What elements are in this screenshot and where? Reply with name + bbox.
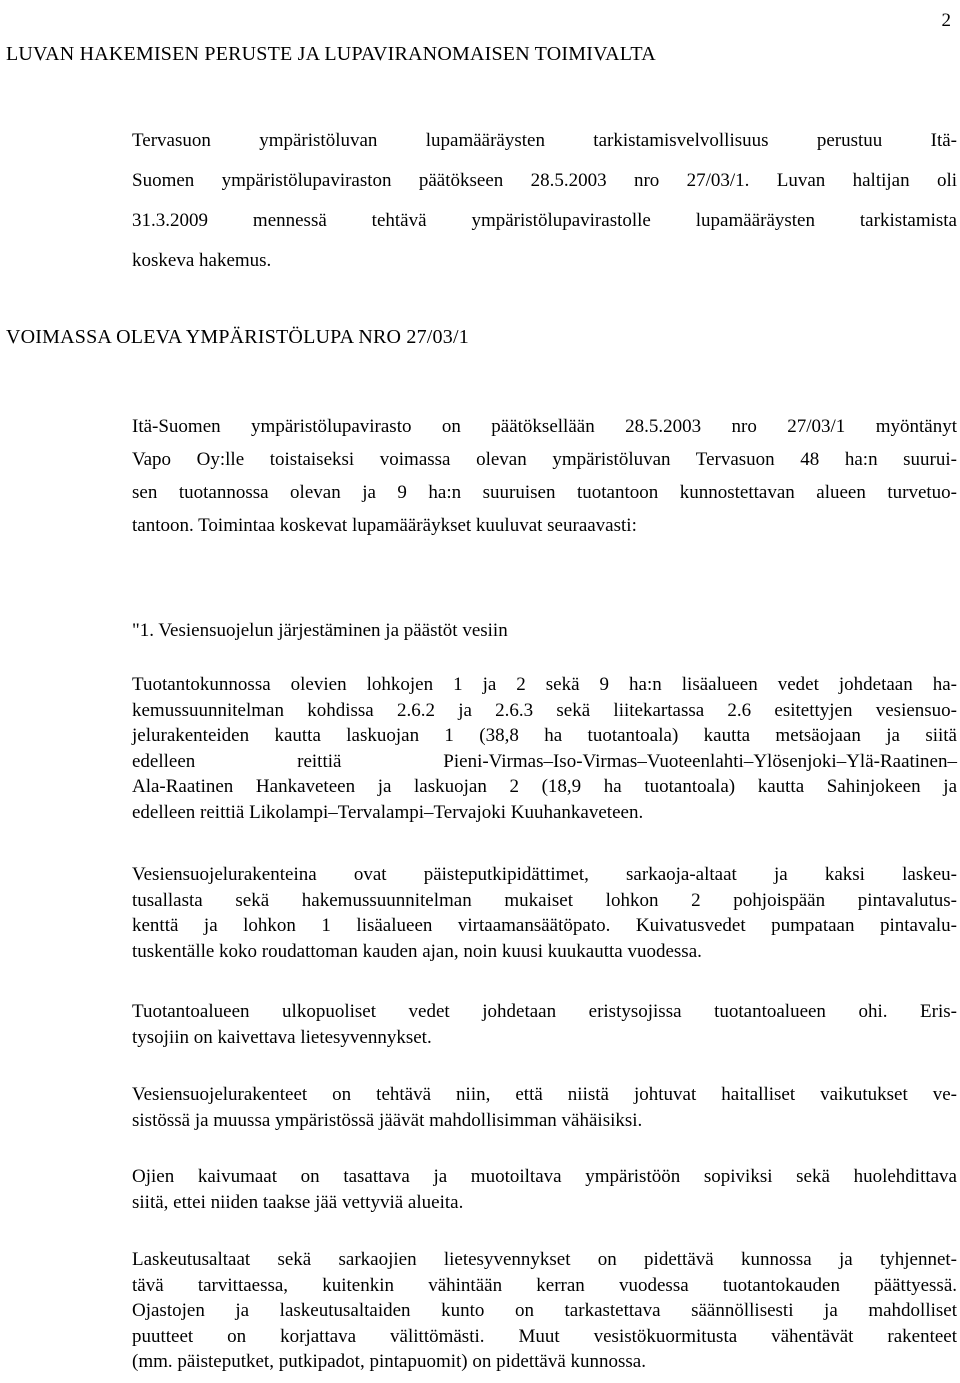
text-line: tusallasta sekä hakemussuunnitelman mukaiset lohkon 2 pohjoispään pintavalutus- (132, 889, 957, 911)
text-line: Vesiensuojelurakenteina ovat päisteputkipidättimet, sarkaoja-altaat ja kaksi laskeu- (132, 864, 957, 885)
paragraph-structure-requirements (132, 1082, 957, 1133)
text-line: Tervasuon ympäristöluvan lupamääräysten tarkistamisvelvollisuus perustuu Itä- (132, 130, 957, 151)
text-line: 31.3.2009 mennessä tehtävä ympäristölupavirastolle lupamääräysten tarkistamista (132, 210, 957, 231)
text-line: Vesiensuojelurakenteet on tehtävä niin, että niistä johtuvat haitalliset vaikutukset ve- (132, 1084, 957, 1105)
text-line: koskeva hakemus. (132, 250, 272, 271)
text-line: Itä-Suomen ympäristölupavirasto on päätöksellään 28.5.2003 nro 27/03/1 myöntänyt (132, 416, 957, 437)
text-line: siitä, ettei niiden taakse jää vettyviä alueita. (132, 1191, 464, 1213)
paragraph-permit-granted (132, 410, 957, 542)
section-heading-permit-basis: LUVAN HAKEMISEN PERUSTE JA LUPAVIRANOMAISEN TOIMIVALTA (6, 43, 656, 65)
text-line: Ojastojen ja laskeutusaltaiden kunto on tarkastettava säännöllisesti ja mahdolliset (132, 1300, 957, 1321)
text-line: Vapo Oy:lle toistaiseksi voimassa olevan ympäristöluvan Tervasuon 48 ha:n suurui- (132, 449, 957, 470)
text-line: edelleen reittiä Pieni-Virmas–Iso-Virmas–Vuoteenlahti–Ylösenjoki–Ylä-Raatinen– (132, 750, 957, 772)
text-line: Suomen ympäristölupaviraston päätökseen 28.5.2003 nro 27/03/1. Luvan haltijan oli (132, 170, 957, 191)
paragraph-excavated-soil (132, 1164, 957, 1215)
text-line: sen tuotannossa olevan ja 9 ha:n suuruisen tuotantoon kunnostettavan alueen turvetuo- (132, 482, 957, 503)
text-line: Ala-Raatinen Hankaveteen ja laskuojan 2 (18,9 ha tuotantoala) kautta Sahinjokeen ja (132, 776, 957, 797)
text-line: tävä tarvittaessa, kuitenkin vähintään kerran vuodessa tuotantokauden päättyessä. (132, 1274, 957, 1296)
text-line: puutteet on korjattava välittömästi. Muut vesistökuormitusta vähentävät rakenteet (132, 1325, 957, 1347)
text-line: kemussuunnitelman kohdissa 2.6.2 ja 2.6.3 sekä liitekartassa 2.6 esitettyjen vesiensuo- (132, 699, 957, 721)
paragraph-maintenance (132, 1247, 957, 1375)
page-number: 2 (941, 10, 951, 31)
paragraph-protection-structures (132, 862, 957, 964)
paragraph-drainage-routes (132, 672, 957, 825)
text-line: Tuotantokunnossa olevien lohkojen 1 ja 2 sekä 9 ha:n lisäalueen vedet johdetaan ha- (132, 674, 957, 695)
text-line: tantoon. Toimintaa koskevat lupamääräykset kuuluvat seuraavasti: (132, 515, 637, 536)
text-line: Ojien kaivumaat on tasattava ja muotoiltava ympäristöön sopiviksi sekä huolehdittava (132, 1166, 957, 1187)
text-line: Laskeutusaltaat sekä sarkaojien lietesyvennykset on pidettävä kunnossa ja tyhjennet- (132, 1249, 957, 1270)
paragraph-outside-waters (132, 999, 957, 1050)
text-line: sistössä ja muussa ympäristössä jäävät mahdollisimman vähäisiksi. (132, 1109, 643, 1131)
text-line: kenttä ja lohkon 1 lisäalueen virtaamansäätöpato. Kuivatusvedet pumpataan pintavalu- (132, 915, 957, 936)
text-line: (mm. päisteputket, putkipadot, pintapuomit) on pidettävä kunnossa. (132, 1351, 646, 1372)
text-line: Tuotantoalueen ulkopuoliset vedet johdetaan eristysojissa tuotantoalueen ohi. Eris- (132, 1001, 957, 1022)
paragraph-section-title (132, 618, 957, 644)
paragraph-review-obligation (132, 121, 957, 281)
text-line: edelleen reittiä Likolampi–Tervalampi–Tervajoki Kuuhankaveteen. (132, 801, 644, 823)
text-line: "1. Vesiensuojelun järjestäminen ja päästöt vesiin (132, 620, 508, 641)
section-heading-valid-permit: VOIMASSA OLEVA YMPÄRISTÖLUPA NRO 27/03/1 (6, 326, 469, 348)
text-line: jelurakenteiden kautta laskuojan 1 (38,8 ha tuotantoala) kautta metsäojaan ja siitä (132, 725, 957, 746)
text-line: tysojiin on kaivettava lietesyvennykset. (132, 1026, 432, 1048)
text-line: tuskentälle koko roudattoman kauden ajan, noin kuusi kuukautta vuodessa. (132, 940, 702, 962)
